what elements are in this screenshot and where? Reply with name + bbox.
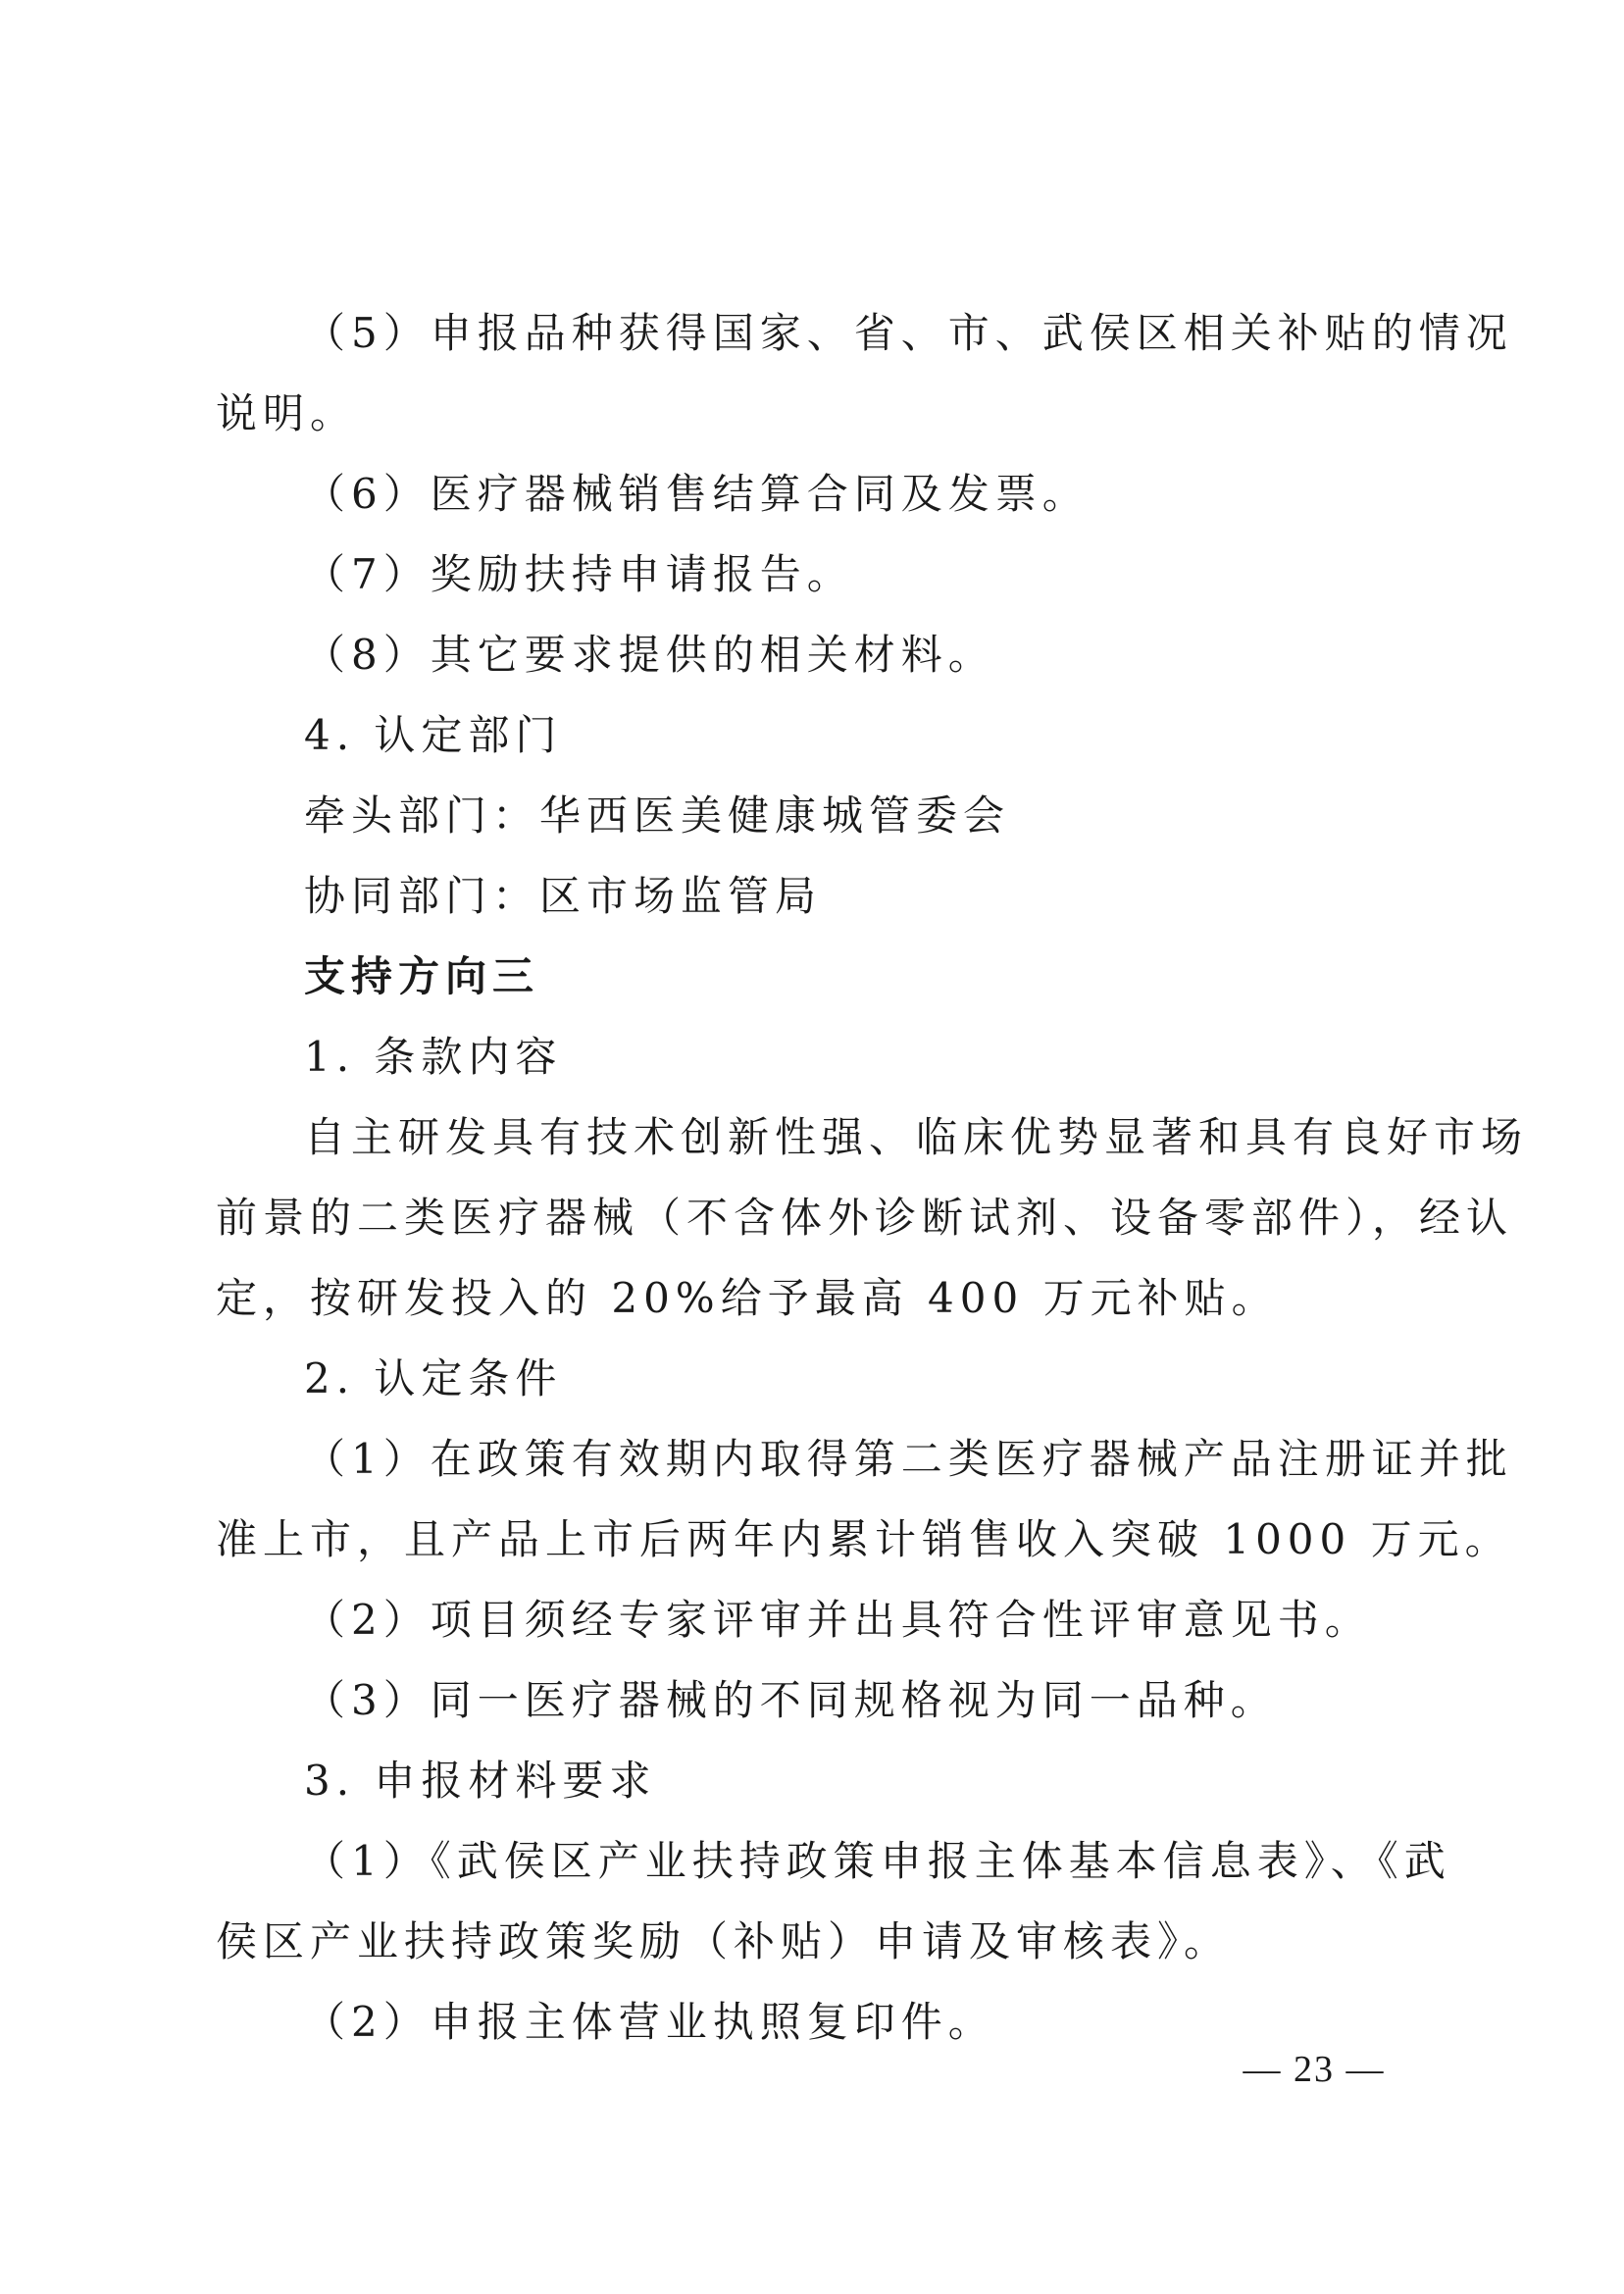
condition-1-line-2: 准上市，且产品上市后两年内累计销售收入突破 1000 万元。 — [216, 1515, 1512, 1563]
clause-content-line-1: 自主研发具有技术创新性强、临床优势显著和具有良好市场 — [304, 1113, 1529, 1161]
page-number: — 23 — — [1243, 2049, 1386, 2090]
section-heading-clause-content: 1. 条款内容 — [304, 1033, 563, 1081]
material-2: （2）申报主体营业执照复印件。 — [304, 1998, 995, 2046]
support-direction-heading: 支持方向三 — [304, 952, 540, 1000]
section-heading-recognition-conditions: 2. 认定条件 — [304, 1354, 563, 1402]
paragraph-item-6: （6）医疗器械销售结算合同及发票。 — [304, 470, 1090, 518]
paragraph-item-7: （7）奖励扶持申请报告。 — [304, 550, 854, 598]
cooperating-department: 协同部门：区市场监管局 — [304, 872, 823, 920]
clause-content-line-2: 前景的二类医疗器械（不含体外诊断试剂、设备零部件），经认 — [216, 1194, 1514, 1242]
condition-2: （2）项目须经专家评审并出具符合性评审意见书。 — [304, 1596, 1372, 1644]
condition-3: （3）同一医疗器械的不同规格视为同一品种。 — [304, 1676, 1278, 1724]
lead-department: 牵头部门：华西医美健康城管委会 — [304, 791, 1011, 840]
paragraph-item-5-line-2: 说明。 — [216, 389, 358, 437]
clause-content-line-3: 定，按研发投入的 20%给予最高 400 万元补贴。 — [216, 1274, 1279, 1322]
material-1-line-1: （1）《武侯区产业扶持政策申报主体基本信息表》、《武 — [304, 1837, 1451, 1885]
paragraph-item-5-line-1: （5）申报品种获得国家、省、市、武侯区相关补贴的情况 — [304, 309, 1513, 357]
section-heading-recognition-department: 4. 认定部门 — [304, 711, 563, 759]
section-heading-application-materials: 3. 申报材料要求 — [304, 1757, 657, 1805]
condition-1-line-1: （1）在政策有效期内取得第二类医疗器械产品注册证并批 — [304, 1435, 1513, 1483]
material-1-line-2: 侯区产业扶持政策奖励（补贴）申请及审核表》。 — [216, 1917, 1232, 1965]
paragraph-item-8: （8）其它要求提供的相关材料。 — [304, 631, 995, 679]
